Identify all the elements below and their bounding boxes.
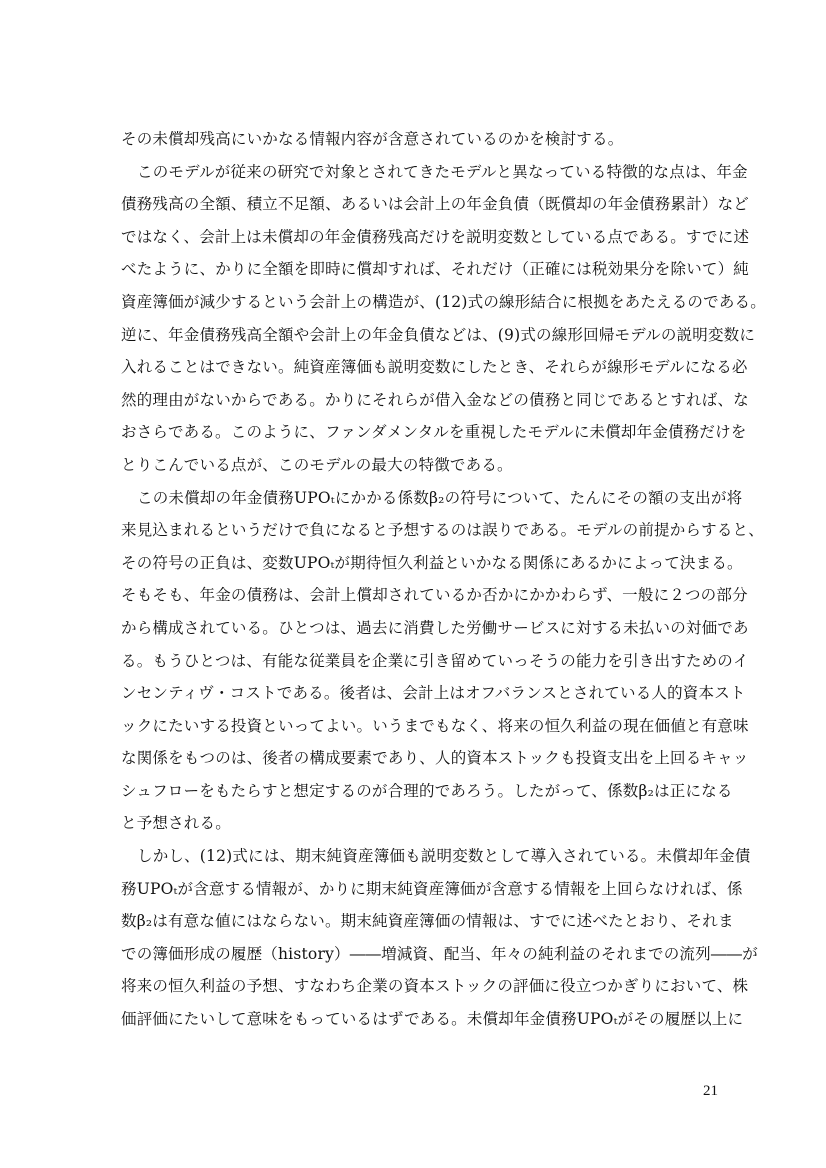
paragraph: [121, 156, 766, 482]
text-line: 来見込まれるというだけで負になると予想するのは誤りである。モデルの前提からすると、: [121, 521, 764, 540]
text-line: 将来の恒久利益の予想、すなわち企業の資本ストックの評価に役立つかぎりにおいて、株: [121, 977, 749, 996]
text-line: その未償却残高にいかなる情報内容が含意されているのかを検討する。: [121, 130, 624, 148]
text-line: しかし、(12)式には、期末純資産簿価も説明変数として導入されている。未償却年金債: [137, 847, 751, 866]
text-line: から構成されている。ひとつは、過去に消費した労働サービスに対する未払いの対価であ: [121, 618, 749, 637]
text-line: と予想される。: [121, 814, 231, 833]
text-line: そもそも、年金の債務は、会計上償却されているか否かにかかわらず、一般に２つの部分: [121, 586, 748, 605]
text-line: る。もうひとつは、有能な従業員を企業に引き留めていっそうの能力を引き出すためのイ: [121, 651, 749, 670]
text-line: ックにたいする投資といってよい。いうまでもなく、将来の恒久利益の現在価値と有意味: [121, 716, 749, 735]
text-line: おさらである。このように、ファンダメンタルを重視したモデルに未償却年金債務だけを: [121, 423, 747, 442]
text-line: その符号の正負は、変数UPOₜが期待恒久利益といかなる関係にあるかによって決まる。: [121, 553, 743, 572]
text-line: 価評価にたいして意味をもっているはずである。未償却年金債務UPOₜがその履歴以上に: [121, 1010, 744, 1029]
text-line: とりこんでいる点が、このモデルの最大の特徴である。: [121, 455, 513, 474]
text-line: 務UPOₜが含意する情報が、かりに期末純資産簿価が含意する情報を上回らなければ、係: [121, 879, 743, 898]
text-line: このモデルが従来の研究で対象とされてきたモデルと異なっている特徴的な点は、年金: [137, 162, 748, 181]
text-line: シュフローをもたらすと想定するのが合理的であろう。したがって、係数β₂は正になる: [121, 781, 733, 800]
text-line: 数β₂は有意な値にはならない。期末純資産簿価の情報は、すでに述べたとおり、それま: [121, 912, 734, 931]
text-line: な関係をもつのは、後者の構成要素であり、人的資本ストックも投資支出を上回るキャッ: [121, 749, 749, 768]
paragraph: [121, 482, 764, 841]
page-number: 21: [703, 1083, 718, 1099]
paragraph: [121, 840, 758, 1036]
text-line: 債務残高の全額、積立不足額、あるいは会計上の年金負債（既償却の年金債務累計）など: [121, 195, 750, 214]
paragraph: [121, 123, 711, 156]
text-line: 逆に、年金債務残高全額や会計上の年金負債などは、(9)式の線形回帰モデルの説明変数に: [121, 325, 756, 344]
body-text: [121, 123, 766, 1036]
text-line: での簿価形成の履歴（history）――増減資、配当、年々の純利益のそれまでの流列――が: [121, 944, 758, 963]
text-line: この未償却の年金債務UPOₜにかかる係数β₂の符号について、たんにその額の支出が将: [137, 488, 743, 507]
text-line: ではなく、会計上は未償却の年金債務残高だけを説明変数としている点である。すでに述: [121, 227, 750, 246]
text-line: 入れることはできない。純資産簿価も説明変数にしたとき、それらが線形モデルになる必: [121, 358, 748, 377]
text-line: ンセンティヴ・コストである。後者は、会計上はオフバランスとされている人的資本スト: [121, 684, 746, 703]
text-line: べたように、かりに全額を即時に償却すれば、それだけ（正確には税効果分を除いて）純: [121, 260, 750, 279]
text-line: 資産簿価が減少するという会計上の構造が、(12)式の線形結合に根拠をあたえるのである。: [121, 292, 766, 311]
text-line: 然的理由がないからである。かりにそれらが借入金などの債務と同じであるとすれば、な: [121, 390, 749, 409]
